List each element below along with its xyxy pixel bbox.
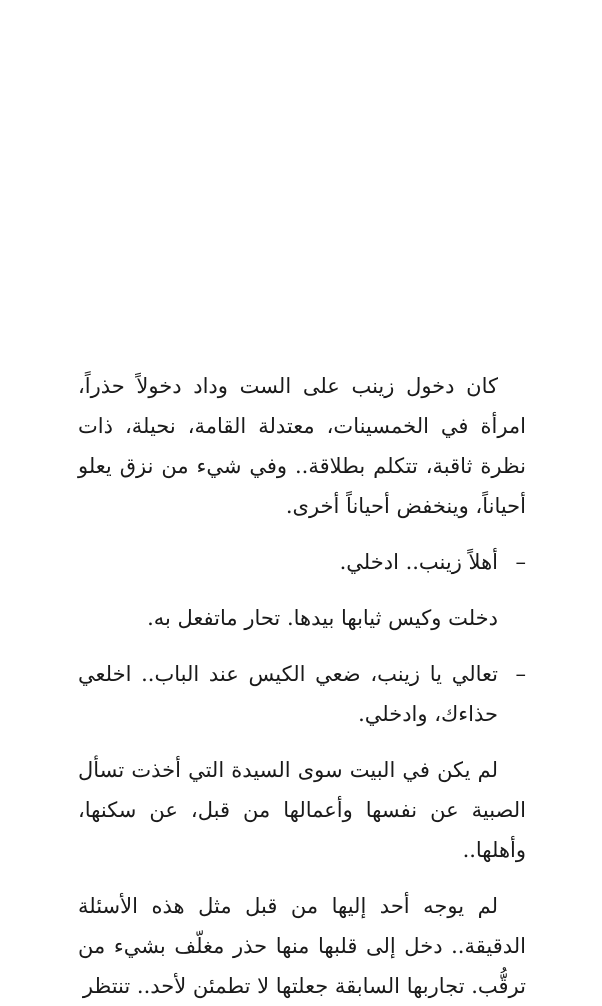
paragraph-caution: لم يوجه أحد إليها من قبل مثل هذه الأسئلة الدقيقة.. دخل إلى قلبها منها حذر مغلّف بشيء من ترقُّب. تجاربها السابقة جعلتها لا تطمئن لأحد.. تنتظر	[78, 894, 526, 998]
dialogue-line-welcome	[78, 542, 526, 582]
page-body-text	[78, 366, 526, 1006]
dialogue-line-instructions	[78, 654, 526, 734]
paragraph-entrance: كان دخول زينب على الست وداد دخولاً حذراً، امرأة في الخمسينات، معتدلة القامة، نحيلة، ذات نظرة ثاقبة، تتكلم بطلاقة.. وفي شيء من نزق يعلو أحياناً، وينخفض أحياناً أخرى.	[78, 374, 526, 518]
paragraph-questions: لم يكن في البيت سوى السيدة التي أخذت تسأل الصبية عن نفسها وأعمالها من قبل، عن سكنها، وأهلها..	[78, 758, 526, 862]
dialogue-dash: –	[515, 550, 526, 574]
narration-line: دخلت وكيس ثيابها بيدها. تحار ماتفعل به.	[147, 606, 498, 630]
dialogue-text: تعالي يا زينب، ضعي الكيس عند الباب.. اخلعي حذاءك، وادخلي.	[78, 662, 498, 726]
dialogue-text: أهلاً زينب.. ادخلي.	[339, 550, 498, 574]
dialogue-dash: –	[515, 662, 526, 686]
